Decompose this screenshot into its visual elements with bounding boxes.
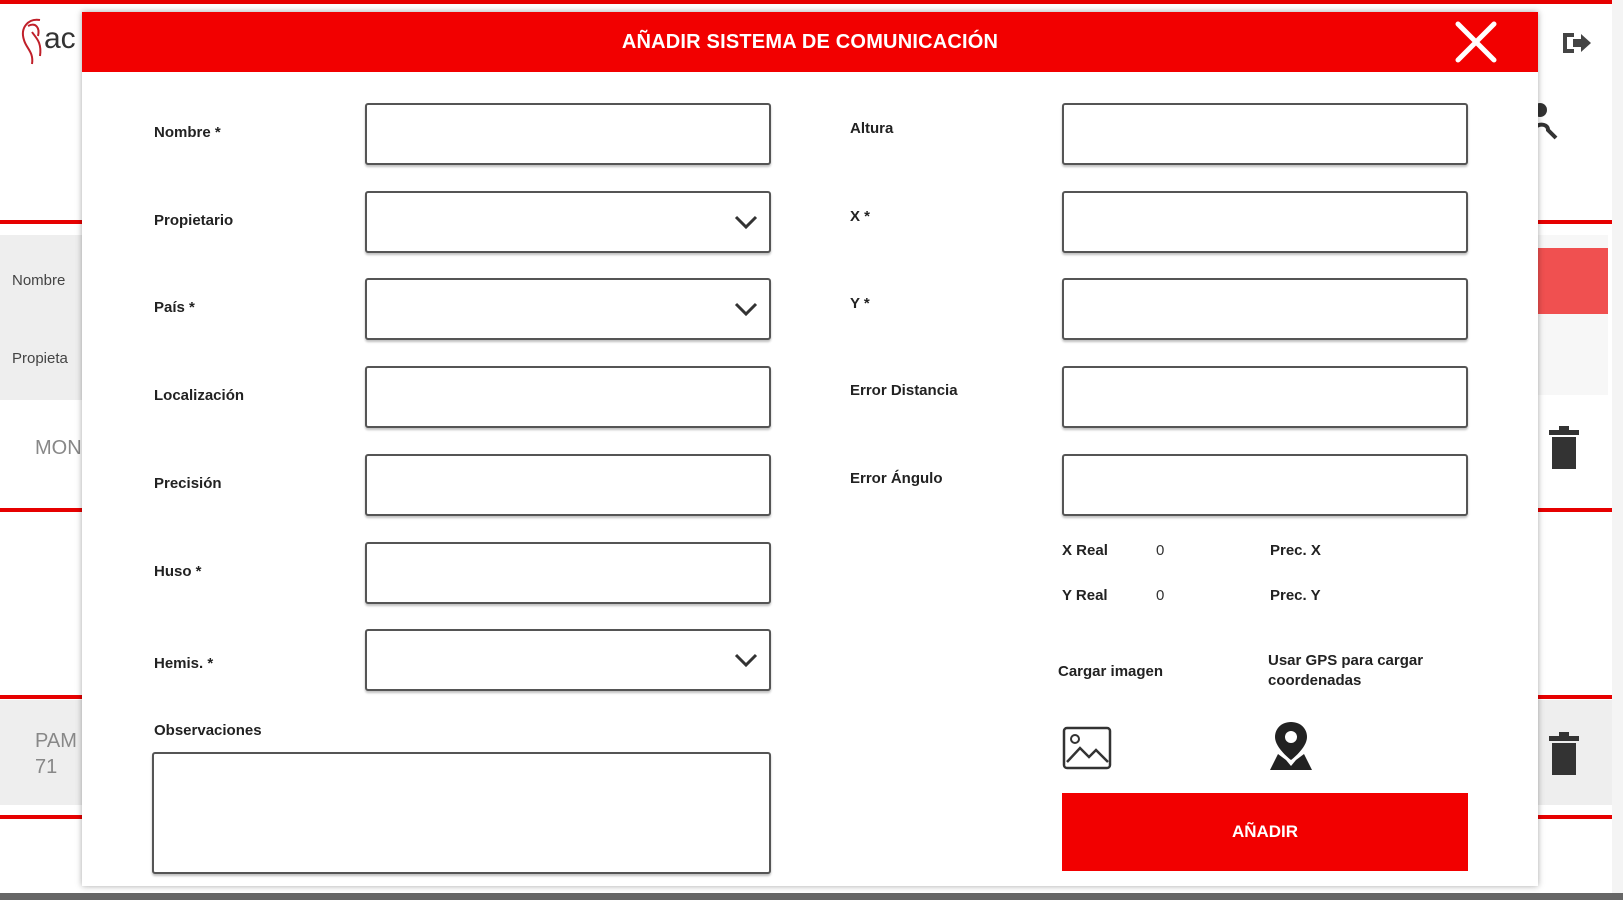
error-distancia-input[interactable]: [1062, 366, 1468, 428]
trash-icon[interactable]: [1547, 426, 1581, 470]
top-accent-line: [0, 0, 1623, 4]
chevron-down-icon: [733, 649, 759, 671]
nombre-input[interactable]: [365, 103, 771, 165]
propietario-select[interactable]: [365, 191, 771, 253]
gps-label: Usar GPS para cargar coordenadas: [1268, 652, 1424, 689]
app-logo-text: ac: [44, 22, 76, 55]
row-text: 71: [35, 756, 58, 778]
huso-label: Huso *: [154, 563, 202, 580]
nombre-label: Nombre *: [154, 124, 221, 141]
row-text: PAM: [35, 730, 77, 752]
chevron-down-icon: [733, 211, 759, 233]
filter-label-nombre: Nombre: [12, 272, 66, 289]
observaciones-textarea[interactable]: [152, 752, 771, 874]
hemisferio-label: Hemis. *: [154, 655, 214, 672]
x-real-value: 0: [1156, 542, 1165, 559]
add-communication-system-modal: [82, 12, 1538, 886]
error-angulo-input[interactable]: [1062, 454, 1468, 516]
bottom-edge: [0, 893, 1623, 900]
map-pin-icon[interactable]: [1266, 720, 1316, 772]
y-real-value: 0: [1156, 587, 1165, 604]
altura-label: Altura: [850, 120, 894, 137]
error-angulo-label: Error Ángulo: [850, 470, 943, 487]
cargar-imagen-label: Cargar imagen: [1058, 663, 1164, 680]
propietario-label: Propietario: [154, 212, 234, 229]
filter-action-button[interactable]: [1536, 248, 1608, 314]
error-distancia-label: Error Distancia: [850, 382, 958, 399]
altura-input[interactable]: [1062, 103, 1468, 165]
prec-y-label: Prec. Y: [1270, 587, 1321, 604]
y-real-label: Y Real: [1062, 587, 1108, 604]
pais-label: País *: [154, 299, 195, 316]
row-text: MON: [35, 437, 82, 459]
x-real-label: X Real: [1062, 542, 1108, 559]
localizacion-input[interactable]: [365, 366, 771, 428]
x-input[interactable]: [1062, 191, 1468, 253]
x-label: X *: [850, 208, 871, 225]
observaciones-label: Observaciones: [154, 722, 262, 739]
add-button[interactable]: AÑADIR: [1062, 793, 1468, 871]
image-icon[interactable]: [1062, 726, 1112, 770]
pais-select[interactable]: [365, 278, 771, 340]
hemisferio-select[interactable]: [365, 629, 771, 691]
y-label: Y *: [850, 295, 870, 312]
modal-header: [82, 12, 1538, 72]
scrollbar[interactable]: [1612, 0, 1623, 900]
filter-panel: [0, 235, 84, 400]
precision-input[interactable]: [365, 454, 771, 516]
trash-icon[interactable]: [1547, 732, 1581, 776]
modal-title: AÑADIR SISTEMA DE COMUNICACIÓN: [621, 31, 999, 53]
precision-label: Precisión: [154, 475, 222, 492]
chevron-down-icon: [733, 298, 759, 320]
prec-x-label: Prec. X: [1270, 542, 1321, 559]
localizacion-label: Localización: [154, 387, 245, 404]
y-input[interactable]: [1062, 278, 1468, 340]
filter-label-propietario: Propieta: [12, 350, 68, 367]
close-icon[interactable]: [1452, 20, 1500, 64]
logout-icon[interactable]: [1560, 28, 1594, 58]
huso-input[interactable]: [365, 542, 771, 604]
